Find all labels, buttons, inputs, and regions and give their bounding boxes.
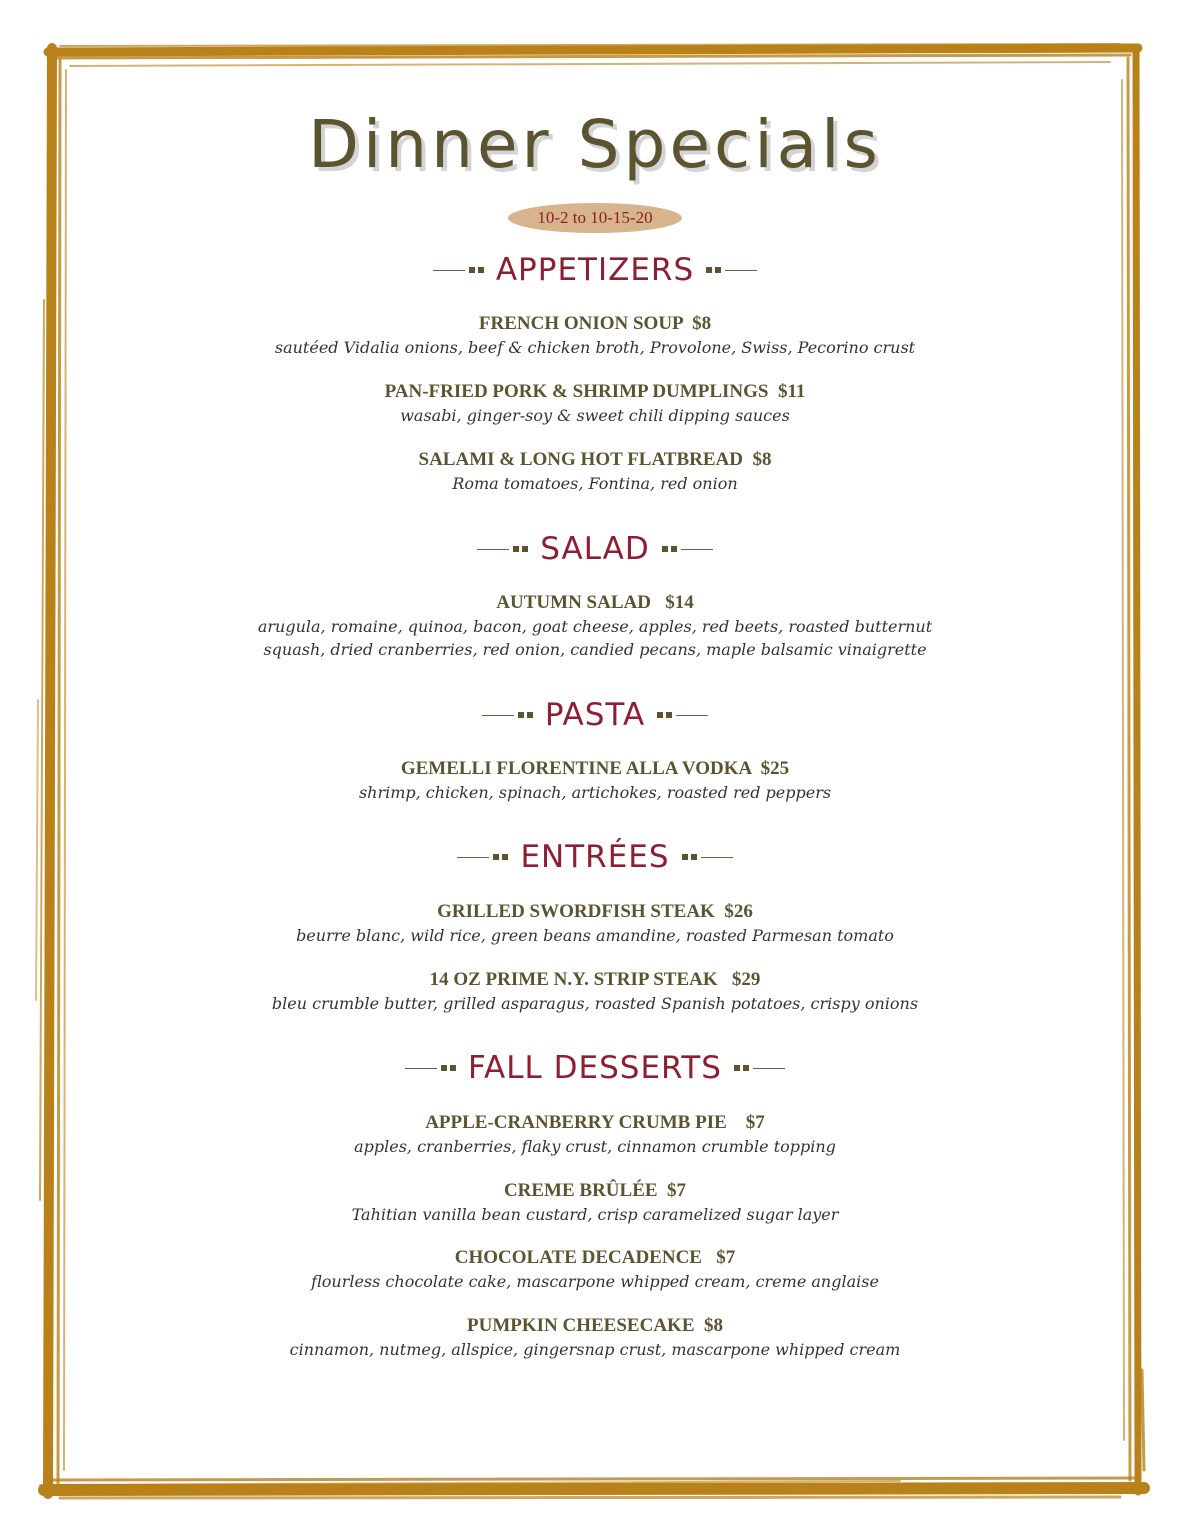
- divider-line: [457, 857, 489, 858]
- section-title: SALAD: [540, 531, 650, 567]
- section-title: PASTA: [544, 697, 646, 733]
- menu-title: Dinner Specials: [308, 106, 882, 183]
- menu-item: [0, 1246, 1190, 1293]
- section-header-appetizers: [0, 248, 1190, 292]
- ornament-icon: [657, 712, 672, 718]
- item-description: squash, dried cranberries, red onion, candied pecans, maple balsamic vinaigrette: [263, 640, 927, 659]
- menu-item: [0, 448, 1190, 495]
- item-name: SALAMI & LONG HOT FLATBREAD $8: [418, 449, 772, 470]
- date-range-badge: 10-2 to 10-15-20: [508, 203, 682, 233]
- ornament-icon: [513, 546, 528, 552]
- item-name: GEMELLI FLORENTINE ALLA VODKA $25: [400, 758, 790, 779]
- item-description: flourless chocolate cake, mascarpone whipped cream, creme anglaise: [311, 1272, 879, 1291]
- section-header-entrees: [0, 835, 1190, 879]
- ornament-icon: [662, 546, 677, 552]
- ornament-icon: [682, 854, 697, 860]
- section-header-pasta: [0, 693, 1190, 737]
- section-title: APPETIZERS: [495, 252, 695, 288]
- menu-item: [0, 312, 1190, 359]
- section-title: ENTRÉES: [520, 839, 670, 875]
- item-name: GRILLED SWORDFISH STEAK $26: [437, 901, 753, 922]
- ornament-icon: [706, 267, 721, 273]
- divider-line: [701, 857, 733, 858]
- ornament-icon: [493, 854, 508, 860]
- item-description: bleu crumble butter, grilled asparagus, roasted Spanish potatoes, crispy onions: [271, 994, 919, 1013]
- item-description: cinnamon, nutmeg, allspice, gingersnap crust, mascarpone whipped cream: [289, 1340, 901, 1359]
- menu-item: [0, 968, 1190, 1015]
- divider-line: [725, 270, 757, 271]
- menu-item: [0, 380, 1190, 427]
- divider-line: [482, 715, 514, 716]
- ornament-icon: [469, 267, 484, 273]
- item-description: Tahitian vanilla bean custard, crisp caramelized sugar layer: [351, 1205, 839, 1224]
- ornament-icon: [441, 1065, 456, 1071]
- item-description: beurre blanc, wild rice, green beans amandine, roasted Parmesan tomato: [296, 926, 894, 945]
- item-name: APPLE-CRANBERRY CRUMB PIE $7: [425, 1112, 765, 1133]
- menu-item: [0, 757, 1190, 804]
- item-name: CHOCOLATE DECADENCE $7: [454, 1247, 736, 1268]
- item-description: Roma tomatoes, Fontina, red onion: [452, 474, 738, 493]
- divider-line: [405, 1068, 437, 1069]
- item-name: AUTUMN SALAD $14: [496, 592, 694, 613]
- menu-item: [0, 1111, 1190, 1158]
- item-name: PUMPKIN CHEESECAKE $8: [467, 1315, 723, 1336]
- ornament-icon: [734, 1065, 749, 1071]
- menu-item: [0, 1179, 1190, 1226]
- item-description: wasabi, ginger-soy & sweet chili dipping sauces: [400, 406, 790, 425]
- section-header-salad: [0, 527, 1190, 571]
- menu-item: [0, 900, 1190, 947]
- divider-line: [433, 270, 465, 271]
- menu-item: [0, 1314, 1190, 1361]
- section-header-fall-desserts: [0, 1046, 1190, 1090]
- ornament-icon: [518, 712, 533, 718]
- item-description: sautéed Vidalia onions, beef & chicken broth, Provolone, Swiss, Pecorino crust: [274, 338, 916, 357]
- item-description: shrimp, chicken, spinach, artichokes, roasted red peppers: [358, 783, 832, 802]
- divider-line: [676, 715, 708, 716]
- item-name: 14 OZ PRIME N.Y. STRIP STEAK $29: [429, 969, 761, 990]
- item-description: arugula, romaine, quinoa, bacon, goat cheese, apples, red beets, roasted butternut: [257, 617, 933, 636]
- menu-item: [0, 591, 1190, 661]
- item-name: CREME BRÛLÉE $7: [503, 1180, 687, 1201]
- divider-line: [681, 549, 713, 550]
- divider-line: [753, 1068, 785, 1069]
- item-name: PAN-FRIED PORK & SHRIMP DUMPLINGS $11: [384, 381, 806, 402]
- section-title: FALL DESSERTS: [468, 1050, 722, 1086]
- item-name: FRENCH ONION SOUP $8: [478, 313, 712, 334]
- divider-line: [477, 549, 509, 550]
- item-description: apples, cranberries, flaky crust, cinnamon crumble topping: [354, 1137, 836, 1156]
